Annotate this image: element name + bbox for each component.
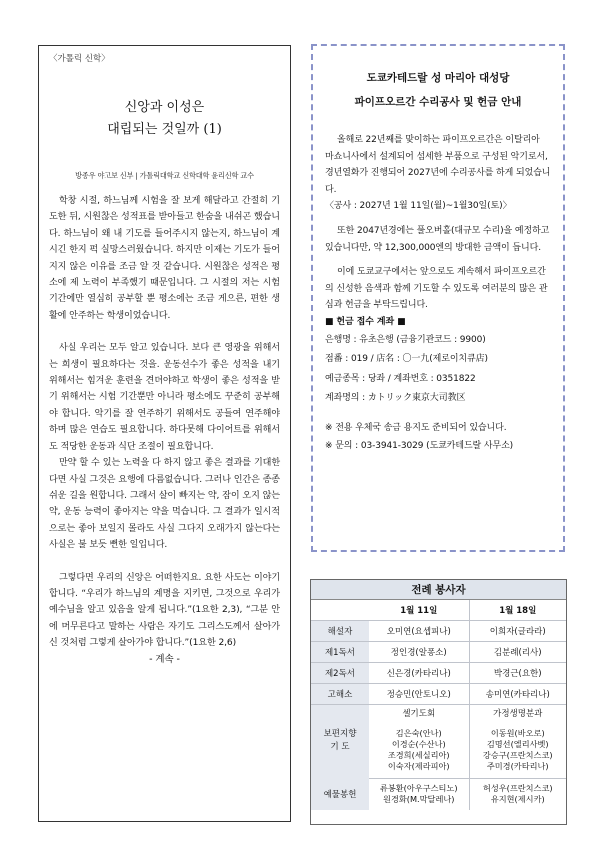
article-paragraph-4: 그렇다면 우리의 신앙은 어떠한지요. 요한 사도는 이야기합니다. “우리가 하느님의 계명을 지키면, 그것으로 우리가 예수님을 알고 있음을 알게 됩니다.”(1요한 2,3), “그분 안에 머무른다고 말하는 사람은 자기도 그리스도께서 살아가신 것처럼 그렇게 살아가야 합니다.”(1요한 2,6) — [49, 572, 280, 649]
table-row — [311, 641, 566, 662]
prayer-names-c2 — [469, 722, 566, 778]
name-line: 김명선(엘리사벳) — [486, 738, 549, 749]
offertory-names-c1 — [369, 778, 469, 810]
service-col2-header: 1월 18일 — [469, 600, 566, 620]
name-cell: 이희자(글라라) — [469, 620, 566, 641]
article-category: 〈가톨릭 신학〉 — [49, 54, 110, 64]
service-table-box — [310, 579, 567, 825]
role-cell: 제1독서 — [311, 641, 369, 662]
article-author: 방종우 야고보 신부 | 가톨릭대학교 신학대학 윤리신학 교수 — [75, 171, 254, 180]
name-cell: 오미연(요셉피나) — [369, 620, 469, 641]
name-cell: 김분례(리사) — [469, 641, 566, 662]
name-line: 원경화(M.막달레나) — [383, 794, 455, 805]
prayer-role-line1: 보편지향 — [323, 729, 357, 740]
name-cell: 송미연(카타리나) — [469, 683, 566, 704]
name-cell: 박경근(요한) — [469, 662, 566, 683]
account-holder: 계좌명의 : カトリック東京大司教区 — [325, 393, 466, 404]
article-paragraph-3: 만약 할 수 있는 노력을 다 하지 않고 좋은 결과를 기대한다면 사실 그것은 요행에 다름없습니다. 그러나 인간은 종종 쉬운 길을 원합니다. 그래서 살이 빠지는 약, 잠이 오지 않는 약, 운동 능력이 좋아지는 약을 먹습니다. 그 결과가 일시적으로는 좋아 보일지 몰라도 사실 그다지 오래가지 않는다는 사실은 불 보듯 뻔한 일입니다. — [49, 458, 280, 551]
offertory-names-c2 — [469, 778, 566, 810]
name-cell: 신은경(카타리나) — [369, 662, 469, 683]
account-number: 예금종목 : 당좌 / 계좌번호 : 0351822 — [325, 373, 476, 384]
account-heading: ■ 헌금 접수 계좌 ■ — [325, 316, 406, 327]
article-paragraph-1: 학창 시절, 하느님께 시험을 잘 보게 해달라고 간절히 기도한 뒤, 시원찮은 성적표를 받아들고 한숨을 내쉬곤 했습니다. 하느님이 왜 내 기도를 들어주시지 않는지, 하느님이 계시긴 한지 퍽 실망스러웠습니다. 하지만 이제는 기도가 들어지지 않은 이유를 조금 알 것 같습니다. 시원찮은 성적은 평소에 제 노력이 부족했기 때문입니다. 그 시절의 저는 시험 기간에만 열심히 공부할 뿐 평소에는 조금 게으른, 편한 생활에 안주하는 학생이었습니다. — [49, 196, 280, 321]
announcement-body — [325, 132, 551, 455]
role-cell: 해설자 — [311, 620, 369, 641]
service-col1-header: 1월 11일 — [369, 600, 469, 620]
announcement-work-period: 〈공사 : 2027년 1월 11일(월)~1월30일(토)〉 — [325, 201, 512, 212]
announcement-para-2: 또한 2047년경에는 풀오버홀(대규모 수리)을 예정하고 있습니다만, 약 12,300,000엔의 방대한 금액이 듭니다. — [325, 225, 550, 253]
article-paragraph-2: 사실 우리는 모두 알고 있습니다. 보다 큰 영광을 위해서는 희생이 필요하다는 것을. 운동선수가 좋은 성적을 내기 위해서는 힘겨운 훈련을 견뎌야하고 학생이 좋은 성적을 받기 위해서는 시험 기간뿐만 아니라 평소에도 꾸준히 공부해야 합니다. 악기를 잘 연주하기 위해서도 공들여 연주해야 하며 많은 연습도 필요합니다. 하다못해 다이어트를 위해서도 적당한 운동과 식단 조절이 필요합니다. — [49, 343, 280, 452]
name-line: 조경희(세실리아) — [387, 749, 450, 760]
service-header-blank — [311, 600, 369, 620]
offertory-row — [311, 778, 566, 810]
name-cell: 정승민(안토니오) — [369, 683, 469, 704]
name-cell: 정인경(알퐁소) — [369, 641, 469, 662]
article-title-line1: 신앙과 이성은 — [124, 100, 205, 115]
name-line: 강승구(프란치스코) — [482, 749, 553, 760]
article-box — [38, 45, 291, 822]
announcement-para-1: 올해로 22년째를 맞이하는 파이프오르간은 이탈리아 마쇼니사에서 설계되어 섬세한 부품으로 구성된 악기로서, 경년열화가 진행되어 2027년에 수리공사를 하게 되었습니다. — [325, 135, 551, 195]
announcement-para-3: 이에 도쿄교구에서는 앞으로도 계속해서 파이프오르간의 신성한 음색과 함께 기도할 수 있도록 여러분의 많은 관심과 헌금을 부탁드립니다. — [325, 267, 548, 311]
announcement-note-2: ※ 문의 : 03-3941-3029 (도쿄카테드랄 사무소) — [325, 440, 514, 451]
offertory-role-cell: 예물봉헌 — [311, 778, 369, 810]
account-branch: 점番 : 019 / 店名 : 〇一九(제로이치큐店) — [325, 354, 488, 365]
name-line: 이동원(바오로) — [490, 727, 545, 738]
article-title — [49, 97, 280, 141]
role-cell: 고해소 — [311, 683, 369, 704]
announcement-note-1: ※ 전용 우체국 송금 용지도 준비되어 있습니다. — [325, 422, 507, 433]
announcement-title-line2: 파이프오르간 수리공사 및 헌금 안내 — [354, 96, 522, 108]
name-line: 유지현(제시카) — [490, 794, 545, 805]
table-row — [311, 662, 566, 683]
name-line: 이경순(수산나) — [391, 738, 446, 749]
prayer-subheader-c2: 가정생명분과 — [493, 709, 543, 720]
announcement-notes — [325, 419, 551, 455]
prayer-subheader-row — [311, 704, 566, 722]
name-line: 김은숙(안나) — [395, 727, 442, 738]
announcement-title — [325, 66, 551, 114]
table-row — [311, 683, 566, 704]
table-row — [311, 620, 566, 641]
account-bank: 은행명 : 유초은행 (금융기관코드 : 9900) — [325, 334, 486, 345]
service-header-row — [311, 600, 566, 620]
article-body — [49, 193, 280, 668]
service-table-title: 전례 봉사자 — [311, 580, 566, 600]
prayer-role-cell — [311, 704, 369, 778]
article-title-line2: 대립되는 것일까 (1) — [107, 122, 222, 137]
service-table — [311, 600, 566, 810]
announcement-title-line1: 도쿄카테드랄 성 마리아 대성당 — [366, 72, 510, 84]
prayer-subheader-c1: 셀기도회 — [369, 704, 469, 722]
name-line: 허성우(프란치스코) — [482, 783, 553, 794]
name-line: 이숙자(제라피아) — [387, 760, 450, 771]
prayer-names-c1 — [369, 722, 469, 778]
article-continued: - 계속 - — [149, 653, 180, 665]
prayer-role-line2: 기 도 — [330, 742, 350, 753]
role-cell: 제2독서 — [311, 662, 369, 683]
name-line: 주미경(카타리나) — [486, 760, 549, 771]
name-line: 류봉환(아우구스티노) — [379, 783, 458, 794]
announcement-box — [311, 44, 565, 552]
